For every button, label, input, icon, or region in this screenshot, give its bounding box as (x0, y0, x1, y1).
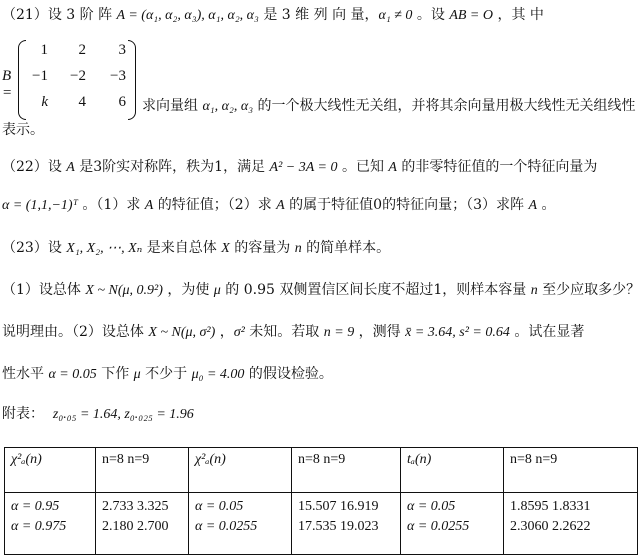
q21-text: 求向量组 (142, 98, 203, 114)
q23-hypothesis: μ₀ = 4.00 (191, 367, 245, 382)
q22-text: 。已知 (337, 159, 389, 175)
q22-eigenvector: α = (1,1,−1)ᵀ (2, 198, 78, 213)
q23-alpha: α = 0.05 (48, 367, 97, 382)
q23-var: σ² (233, 325, 245, 340)
matrix-cell: −3 (110, 68, 126, 84)
q23-text: 的假设检验。 (244, 366, 333, 382)
table-cell (5, 493, 96, 555)
table-cell (401, 493, 504, 555)
appendix-values: z₀.₀₅ = 1.64, z₀.₀₂₅ = 1.96 (52, 407, 194, 422)
q23-sample: X₁, X₂, ⋯, Xₙ (66, 241, 143, 256)
matrix-cell: 1 (40, 42, 48, 58)
table-header-row (5, 448, 638, 493)
q21-text: ，其 中 (493, 7, 544, 23)
q23-text: ，为使 (162, 282, 214, 298)
cell-line: 2.3060 2.2622 (510, 519, 591, 534)
q23-var: μ (133, 367, 141, 382)
reference-table (4, 447, 638, 555)
table-header-cell: n=8 n=9 (96, 448, 189, 493)
appendix-label: 附表： (2, 406, 44, 422)
q21-equation: AB = O (449, 8, 493, 23)
matrix-cell: 4 (78, 94, 86, 110)
cell-line: 1.8595 1.8331 (510, 499, 591, 514)
q23-line3 (2, 322, 584, 343)
q21-vectors: α₁, α₂, α₃ (202, 99, 254, 114)
q23-var: n (294, 241, 302, 256)
table-cell (96, 493, 189, 555)
cell-line: α = 0.05 (407, 499, 456, 514)
matrix-cell: k (41, 94, 48, 110)
matrix-cell: 6 (118, 94, 126, 110)
matrix-right-bracket (128, 40, 136, 120)
q22-equation: A² − 3A = 0 (269, 160, 338, 175)
q21-line1 (2, 5, 544, 26)
q22-line1 (2, 157, 597, 178)
matrix-label: B = (2, 68, 13, 101)
q23-text: 性水平 (2, 366, 49, 382)
q23-text: （1）设总体 (2, 282, 86, 298)
matrix-cell: 3 (118, 42, 126, 58)
matrix-cell: −1 (32, 68, 48, 84)
q21-text: 。设 (412, 7, 450, 23)
matrix-cell: −2 (70, 68, 86, 84)
q23-text: ，测得 (354, 324, 406, 340)
q23-text: 不少于 (140, 366, 192, 382)
q22-text: 。 (537, 197, 556, 213)
q23-text: 是来自总体 (142, 240, 222, 256)
q21-matrix-a: A = (α₁, α₂, α₃), α₁, α₂, α₃ (116, 8, 259, 23)
q23-text: 未知。若取 (244, 324, 324, 340)
q22-number: （22）设 (2, 159, 67, 175)
table-header-cell: n=8 n=9 (504, 448, 638, 493)
q22-text: 的特征值；（2）求 (153, 197, 277, 213)
q23-var: μ (213, 283, 221, 298)
table-header-cell: χ²ₐ(n) (189, 448, 292, 493)
matrix-b (18, 40, 136, 120)
q23-text: 。试在显著 (509, 324, 585, 340)
table-cell (504, 493, 638, 555)
q23-line4 (2, 364, 333, 385)
cell-line: 17.535 19.023 (298, 519, 379, 534)
q23-text: 的简单样本。 (301, 240, 391, 256)
q22-line2 (2, 195, 555, 216)
q23-var: n (530, 283, 538, 298)
cell-line: α = 0.0255 (407, 519, 470, 534)
q22-text: 的非零特征值的一个特征向量为 (396, 159, 598, 175)
table-header-cell: n=8 n=9 (292, 448, 401, 493)
q21-condition: α₁ ≠ 0 (378, 8, 413, 23)
cell-line: α = 0.975 (11, 519, 67, 534)
cell-line: 2.733 3.325 (102, 499, 169, 514)
table-row (5, 493, 638, 555)
q22-matrix: A (388, 160, 397, 175)
q23-text: 的 0.95 双侧置信区间长度不超过1，则样本容量 (220, 282, 531, 298)
q21-line2 (142, 95, 636, 115)
cell-line: 2.180 2.700 (102, 519, 169, 534)
q23-number: （23）设 (2, 240, 67, 256)
q23-text: 说明理由。（2）设总体 (2, 324, 149, 340)
cell-line: α = 0.05 (195, 499, 244, 514)
q23-distribution: X ~ N(μ, 0.9²) (85, 283, 163, 298)
q23-text: ， (215, 324, 234, 340)
q21-text: 的一个极大线性无关组，并将其余向量用极大线性无关组线性 (253, 98, 636, 114)
q21-text: 是 3 维 列 向 量， (258, 7, 379, 23)
matrix-cell: 2 (78, 42, 86, 58)
q23-sample-size: n = 9 (323, 325, 355, 340)
table-header-cell: tₐ(n) (401, 448, 504, 493)
q22-matrix: A (276, 198, 285, 213)
q23-line2 (2, 280, 640, 301)
q23-text: 的容量为 (229, 240, 295, 256)
q22-text: 是3阶实对称阵，秩为1，满足 (74, 159, 270, 175)
q23-statistics: x̄ = 3.64, s² = 0.64 (405, 325, 510, 340)
table-cell (292, 493, 401, 555)
q22-text: 。（1）求 (77, 197, 145, 213)
q23-line1 (2, 238, 390, 259)
q22-matrix: A (66, 160, 75, 175)
q22-text: 的属于特征值0的特征向量；（3）求阵 (284, 197, 529, 213)
cell-line: 15.507 16.919 (298, 499, 379, 514)
q21-line3: 表示。 (2, 122, 44, 138)
q21-number: （21）设 3 阶 阵 (2, 7, 117, 23)
cell-line: α = 0.0255 (195, 519, 258, 534)
q22-matrix: A (144, 198, 154, 213)
table-header-cell: χ²ₐ(n) (5, 448, 96, 493)
q23-text: 下作 (96, 366, 134, 382)
q23-var: X (221, 241, 230, 256)
q22-matrix: A (528, 198, 538, 213)
cell-line: α = 0.95 (11, 499, 60, 514)
appendix-line (2, 404, 194, 425)
table-cell (189, 493, 292, 555)
q23-text: 至少应取多少？ (537, 282, 641, 298)
q23-distribution: X ~ N(μ, σ²) (148, 325, 216, 340)
